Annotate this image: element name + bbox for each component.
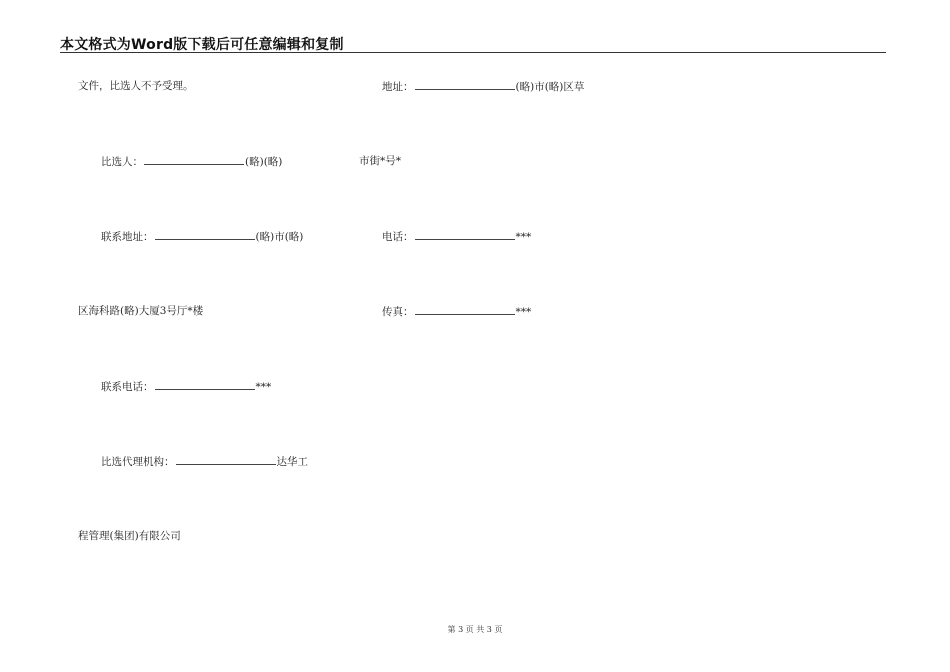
document-header-title: 本文格式为Word版下载后可任意编辑和复制 [60, 37, 344, 53]
contact-address-label: 联系地址： [101, 231, 154, 243]
agency-blank [176, 454, 276, 465]
right-fax-blank [415, 304, 515, 315]
page-number-footer: 第 3 页 共 3 页 [447, 625, 503, 634]
address-continuation-line: 区海科路(略)大厦3号厅*楼 [78, 305, 204, 317]
right-fax-line [382, 304, 531, 319]
agency-suffix: 达华工 [276, 456, 308, 468]
right-fax-label: 传真： [382, 306, 414, 318]
text-line-notice: 文件，比选人不予受理。 [78, 80, 194, 92]
right-phone-line [382, 229, 531, 244]
contact-phone-suffix: *** [255, 381, 272, 393]
contact-phone-line [101, 379, 271, 394]
bidder-suffix: (略)(略) [245, 156, 283, 168]
right-address-blank [415, 79, 515, 90]
right-address-label: 地址： [382, 81, 414, 93]
agency-line [101, 454, 308, 469]
bidder-label: 比选人： [101, 156, 143, 168]
header-divider [60, 52, 886, 53]
contact-phone-label: 联系电话： [101, 381, 154, 393]
right-address-suffix: (略)市(略)区草 [515, 81, 585, 93]
agency-continuation-line: 程管理(集团)有限公司 [78, 530, 181, 542]
bidder-blank [144, 154, 244, 165]
contact-address-line [101, 229, 303, 244]
right-phone-label: 电话： [382, 231, 414, 243]
contact-address-suffix: (略)市(略) [255, 231, 304, 243]
contact-address-blank [155, 229, 255, 240]
right-fax-suffix: *** [515, 306, 532, 318]
right-phone-blank [415, 229, 515, 240]
street-number-text: 市街*号* [359, 155, 401, 167]
right-phone-suffix: *** [515, 231, 532, 243]
agency-label: 比选代理机构： [101, 456, 175, 468]
bidder-line [101, 154, 282, 169]
contact-phone-blank [155, 379, 255, 390]
right-address-line [382, 79, 584, 94]
